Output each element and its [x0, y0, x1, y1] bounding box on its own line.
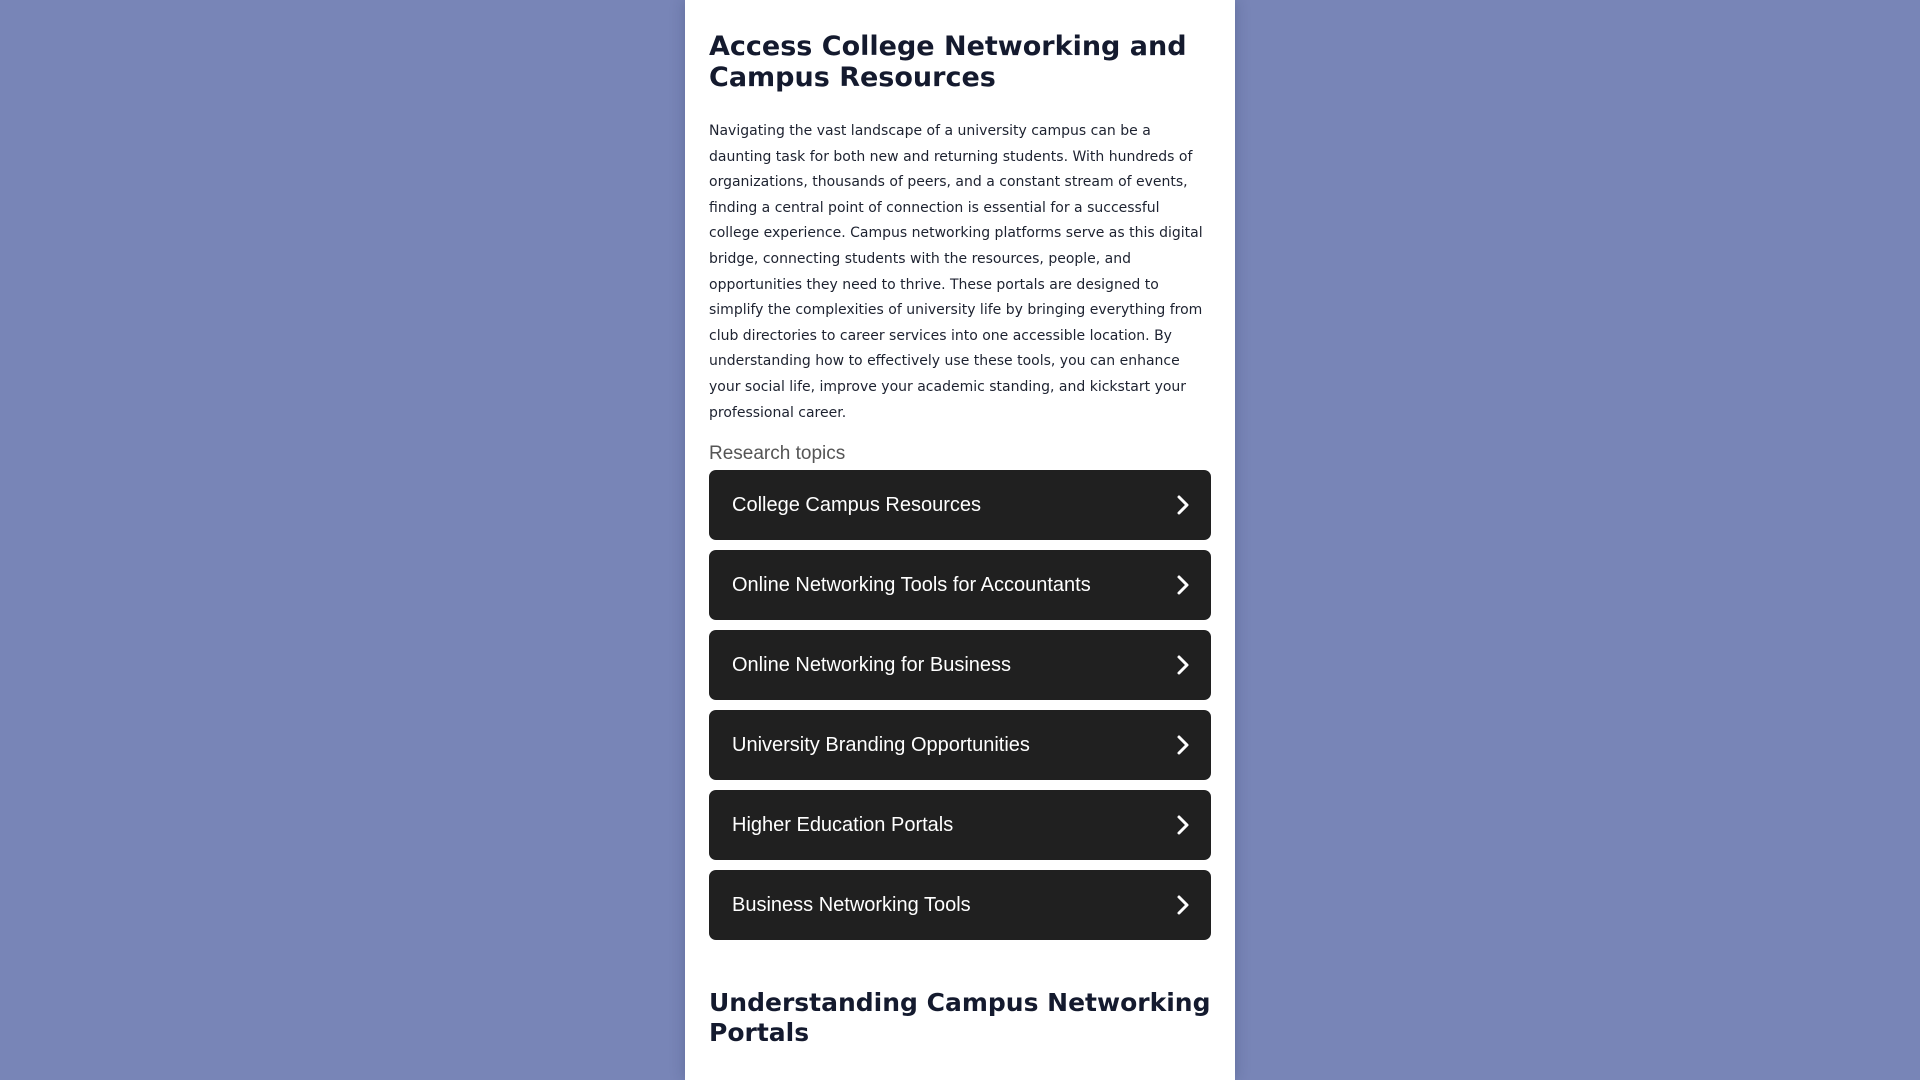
topic-label: University Branding Opportunities — [732, 733, 1030, 756]
chevron-right-icon — [1173, 573, 1193, 597]
topic-button-online-networking-for-business[interactable] — [709, 630, 1211, 700]
chevron-right-icon — [1173, 893, 1193, 917]
topic-button-college-campus-resources[interactable] — [709, 470, 1211, 540]
page-title: Access College Networking and Campus Resources — [709, 31, 1187, 93]
research-topics-label: Research topics — [709, 443, 846, 465]
topic-button-business-networking-tools[interactable] — [709, 870, 1211, 940]
topic-label: Online Networking Tools for Accountants — [732, 573, 1091, 596]
research-topic-list — [709, 470, 1211, 940]
topic-button-higher-education-portals[interactable] — [709, 790, 1211, 860]
topic-label: College Campus Resources — [732, 493, 982, 516]
article-content — [709, 0, 1211, 1048]
section-heading: Understanding Campus Networking Portals — [709, 988, 1211, 1048]
topic-button-university-branding-opportunities[interactable] — [709, 710, 1211, 780]
article-page — [685, 0, 1235, 1080]
topic-label: Higher Education Portals — [732, 813, 954, 836]
chevron-right-icon — [1173, 813, 1193, 837]
topic-button-online-networking-tools-for-accountants[interactable] — [709, 550, 1211, 620]
chevron-right-icon — [1173, 653, 1193, 677]
topic-label: Business Networking Tools — [732, 893, 971, 916]
topic-label: Online Networking for Business — [732, 653, 1012, 676]
chevron-right-icon — [1173, 733, 1193, 757]
intro-paragraph: Navigating the vast landscape of a university campus can be a daunting task for both new and returning students. With hundreds of organizations, thousands of peers, and a constant stream of events, finding a central point of connection is essential for a successful college experience. Campus networking platforms serve as this digital bridge, connecting students with the resources, people, and opportunities they need to thrive. These portals are designed to simplify the complexities of university life by bringing everything from club directories to career services into one accessible location. By understanding how to effectively use these tools, you can enhance your social life, improve your academic standing, and kickstart your professional career. — [709, 123, 1203, 421]
chevron-right-icon — [1173, 493, 1193, 517]
